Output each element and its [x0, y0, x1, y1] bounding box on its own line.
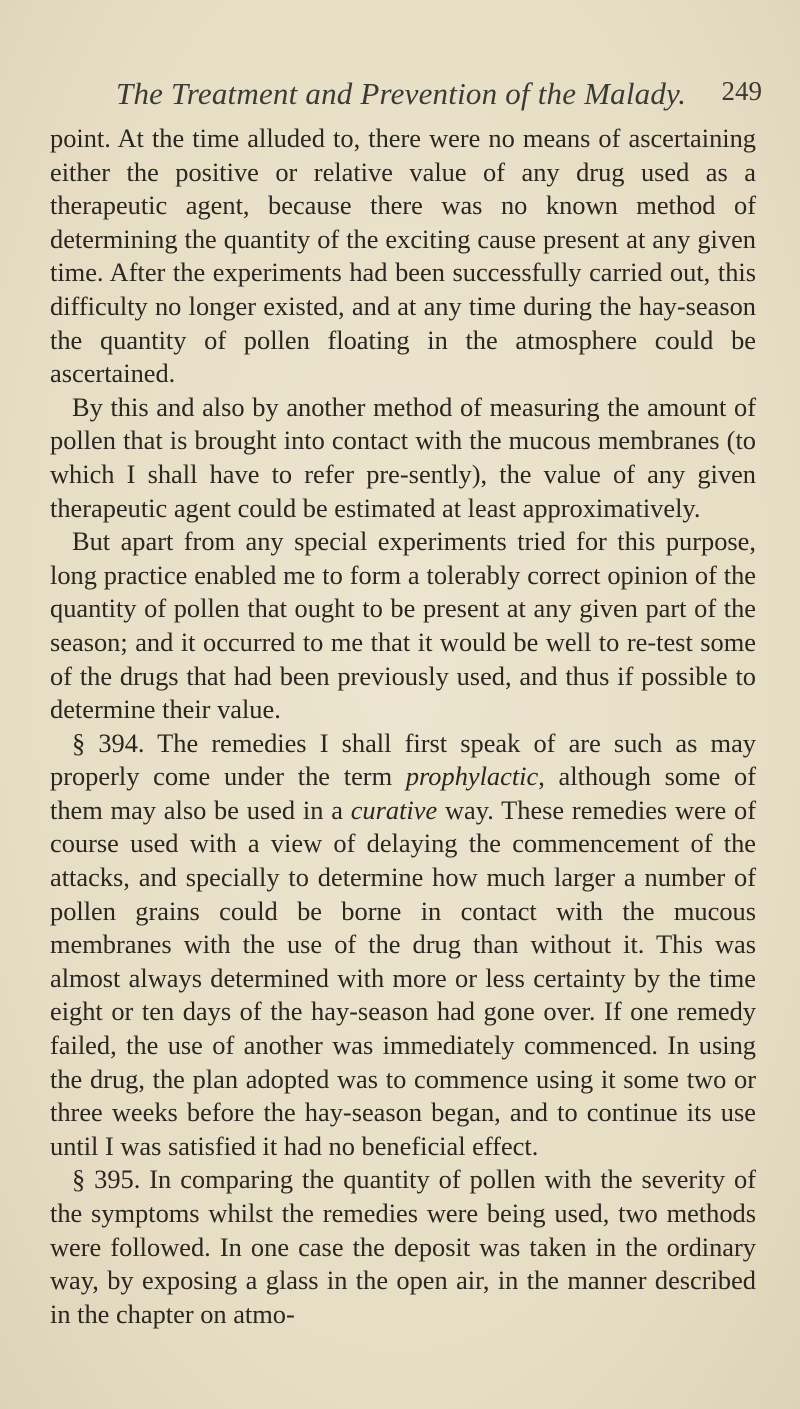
- paragraph-section-394: [50, 727, 756, 1164]
- paragraph-section-394-part3: way. These remedies were of course used with a view of delaying the commencement of the attacks, and specially to determine how much larger a number of pollen grains could be borne in contact with the mucous membranes with the use of the drug than without it. This was almost always determined with more or less certainty by the time eight or ten days of the hay-season had gone over. If one remedy failed, the use of another was immediately commenced. In using the drug, the plan adopted was to commence using it some two or three weeks before the hay-season began, and to continue its use until I was satisfied it had no beneficial effect.: [50, 794, 756, 1161]
- page-number: 249: [721, 76, 762, 106]
- running-head: [0, 76, 800, 116]
- paragraph-section-394-part1: § 394. The remedies I shall first speak of are such as may properly come under the term: [50, 727, 756, 792]
- term-prophylactic: prophylactic: [405, 761, 539, 792]
- term-curative: curative: [350, 794, 438, 825]
- paragraph-section-394-part2: , although some of them may also be used in a: [50, 761, 756, 825]
- body-text: [50, 122, 756, 1331]
- paragraph-3: But apart from any special experiments tried for this purpose, long practice enabled me to form a tolerably correct opinion of the quantity of pollen that ought to be present at any given part of the season; and it occurred to me that it would be well to re-test some of the drugs that had been previously used, and thus if possible to determine their value.: [50, 526, 756, 725]
- running-title: The Treatment and Prevention of the Malady.: [116, 76, 687, 111]
- paragraph-section-395: § 395. In comparing the quantity of pollen with the severity of the symptoms whilst the remedies were being used, two methods were followed. In one case the deposit was taken in the ordinary way, by exposing a glass in the open air, in the manner described in the chapter on atmo-: [50, 1164, 756, 1329]
- paragraph-1: point. At the time alluded to, there were no means of ascertaining either the positive or relative value of any drug used as a therapeutic agent, because there was no known method of determining the quantity of the exciting cause present at any given time. After the experiments had been successfully carried out, this difficulty no longer existed, and at any time during the hay-season the quantity of pollen floating in the atmosphere could be ascertained.: [50, 123, 756, 389]
- paragraph-2: By this and also by another method of measuring the amount of pollen that is brought into contact with the mucous membranes (to which I shall have to refer pre-sently), the value of any given therapeutic agent could be estimated at least approximatively.: [50, 391, 756, 523]
